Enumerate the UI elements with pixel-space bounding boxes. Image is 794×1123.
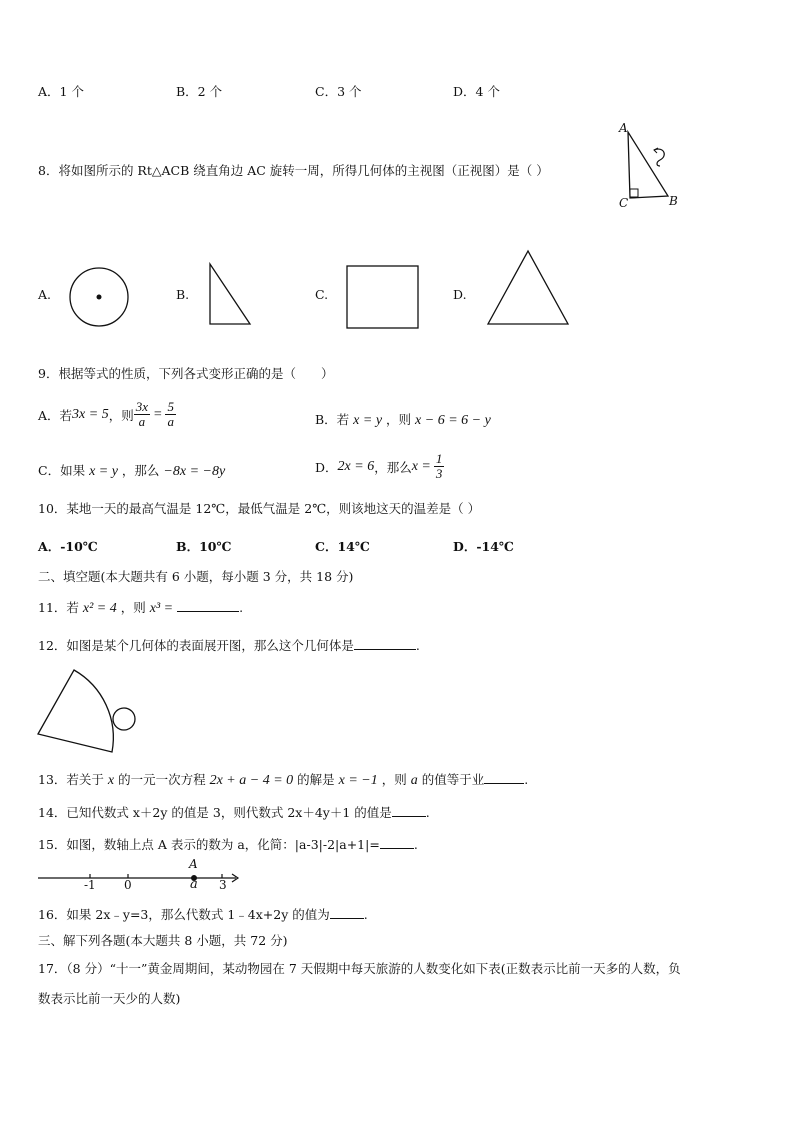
q8-circle-view xyxy=(68,266,130,328)
q8-stem: 8．将如图所示的 Rt△ACB 绕直角边 AC 旋转一周，所得几何体的主视图（正视图）是（ ） xyxy=(38,163,549,178)
q11 xyxy=(38,598,243,617)
q8-right-triangle-view xyxy=(206,262,254,328)
q17-line-1: 17．（8 分）“十一”黄金周期间，某动物园在 7 天假期中每天旅游的人数变化如下表(正数表示比前一天多的人数，负 xyxy=(38,961,681,976)
q13-tail: 的值等于业 xyxy=(421,772,485,787)
q16-answer-blank[interactable] xyxy=(330,918,364,919)
q11-period: . xyxy=(239,600,244,615)
q14 xyxy=(38,803,430,821)
q16-text: 16．如果 2x﹣y=3，那么代数式 1﹣4x+2y 的值为 xyxy=(38,907,330,922)
q15-tick-three: 3 xyxy=(219,878,227,892)
q8-option-c: C. xyxy=(315,287,329,302)
q9-d-prefix: D． xyxy=(315,459,338,475)
q15-answer-blank[interactable] xyxy=(380,848,414,849)
q10-stem: 10．某地一天的最高气温是 12℃，最低气温是 2℃，则该地这天的温差是（ ） xyxy=(38,501,481,516)
q9-c-result: −8x = −8y xyxy=(163,464,226,479)
q9-d-condition: 2x = 6 xyxy=(337,458,375,474)
q12-period: . xyxy=(415,638,420,653)
q9-b-then: ，则 xyxy=(386,412,412,427)
section-2-heading: 二、填空题(本大题共有 6 小题，每小题 3 分，共 18 分) xyxy=(38,569,354,584)
q8-label-b: B xyxy=(669,194,678,208)
q13-text-1: 的一元一次方程 xyxy=(118,772,206,787)
q7-option-c: C．3 个 xyxy=(315,84,362,99)
q14-text: 14．已知代数式 x＋2y 的值是 3，则代数式 2x＋4y＋1 的值是 xyxy=(38,805,392,820)
q11-condition: x² = 4 xyxy=(82,601,117,616)
denominator: a xyxy=(138,414,146,429)
q10-option-a: A．-10℃ xyxy=(38,539,98,554)
q15 xyxy=(38,835,418,853)
q8-option-a: A. xyxy=(38,287,52,302)
q9-a-equals: = xyxy=(153,406,163,422)
q13-variable-a: a xyxy=(410,773,418,788)
q9-a-fraction-right xyxy=(165,400,176,429)
q9-b-condition: x = y xyxy=(353,413,383,428)
q7-option-d: D．4 个 xyxy=(453,84,500,99)
q14-answer-blank[interactable] xyxy=(392,816,426,817)
q16-period: . xyxy=(363,907,368,922)
q13-prefix: 13．若关于 xyxy=(38,772,104,787)
q9-a-condition: 3x = 5 xyxy=(72,406,109,422)
q13-variable: x xyxy=(107,773,115,788)
q10-option-c: C．14℃ xyxy=(315,539,370,554)
q15-tick-minus-one: -1 xyxy=(84,878,96,892)
q8-square-view xyxy=(346,265,420,329)
q13 xyxy=(38,770,528,789)
q15-tick-zero: 0 xyxy=(124,878,132,892)
q11-then: ，则 xyxy=(120,600,146,615)
q9-c-prefix: C．如果 xyxy=(38,463,86,478)
q9-stem: 9．根据等式的性质，下列各式变形正确的是（ ） xyxy=(38,366,334,381)
q13-period: . xyxy=(524,772,529,787)
q8-option-d: D. xyxy=(453,287,467,302)
q8-option-b: B. xyxy=(176,287,190,302)
q9-option-b xyxy=(315,410,491,429)
section-3-heading: 三、解下列各题(本大题共 8 小题，共 72 分) xyxy=(38,933,288,948)
q16 xyxy=(38,905,368,923)
q9-d-then: ，那么 xyxy=(374,459,412,475)
q9-d-fraction xyxy=(434,452,445,481)
q15-period: . xyxy=(413,837,418,852)
q13-equation: 2x + a − 4 = 0 xyxy=(209,773,294,788)
q12-stem: 12．如图是某个几何体的表面展开图，那么这个几何体是 xyxy=(38,638,354,653)
q9-a-fraction-left xyxy=(134,400,150,429)
q13-text-3: ，则 xyxy=(381,772,407,787)
q13-solution: x = −1 xyxy=(338,773,378,788)
q15-point-a-label: A xyxy=(189,857,198,871)
q9-a-prefix: A．若 xyxy=(38,407,73,423)
q9-d-result: x = xyxy=(411,458,431,474)
q12 xyxy=(38,636,420,654)
q9-a-then: ，则 xyxy=(108,407,134,423)
q13-answer-blank[interactable] xyxy=(484,783,524,784)
q9-option-c xyxy=(38,461,225,480)
q15-text: 15．如图，数轴上点 A 表示的数为 a，化简：|a-3|-2|a+1|= xyxy=(38,837,380,852)
numerator: 1 xyxy=(435,451,443,466)
q9-c-condition: x = y xyxy=(89,464,118,479)
q11-expression: x³ = xyxy=(149,601,174,616)
q12-cone-net-figure xyxy=(36,666,140,756)
q11-prefix: 11．若 xyxy=(38,600,79,615)
q8-label-c: C xyxy=(619,196,629,210)
q15-tick-a: a xyxy=(190,877,198,892)
q10-option-d: D．-14℃ xyxy=(453,539,514,554)
q9-b-prefix: B．若 xyxy=(315,412,350,427)
q7-option-a: A．1 个 xyxy=(38,84,84,99)
numerator: 5 xyxy=(167,399,174,414)
q14-period: . xyxy=(425,805,430,820)
q8-isosceles-triangle-view xyxy=(484,249,572,327)
q9-c-then: ，那么 xyxy=(121,463,160,478)
q9-b-result: x − 6 = 6 − y xyxy=(415,413,491,428)
q17-line-2: 数表示比前一天少的人数) xyxy=(38,991,181,1006)
q11-answer-blank[interactable] xyxy=(177,611,239,612)
q12-answer-blank[interactable] xyxy=(354,649,416,650)
numerator: 3x xyxy=(135,399,148,414)
q7-option-b: B．2 个 xyxy=(176,84,223,99)
q15-number-line xyxy=(36,866,246,896)
q9-option-d xyxy=(315,452,444,481)
denominator: a xyxy=(167,414,174,429)
q8-label-a: A xyxy=(619,121,628,135)
q9-option-a xyxy=(38,400,176,429)
denominator: 3 xyxy=(435,466,443,481)
q10-option-b: B．10℃ xyxy=(176,539,232,554)
q13-text-2: 的解是 xyxy=(297,772,335,787)
